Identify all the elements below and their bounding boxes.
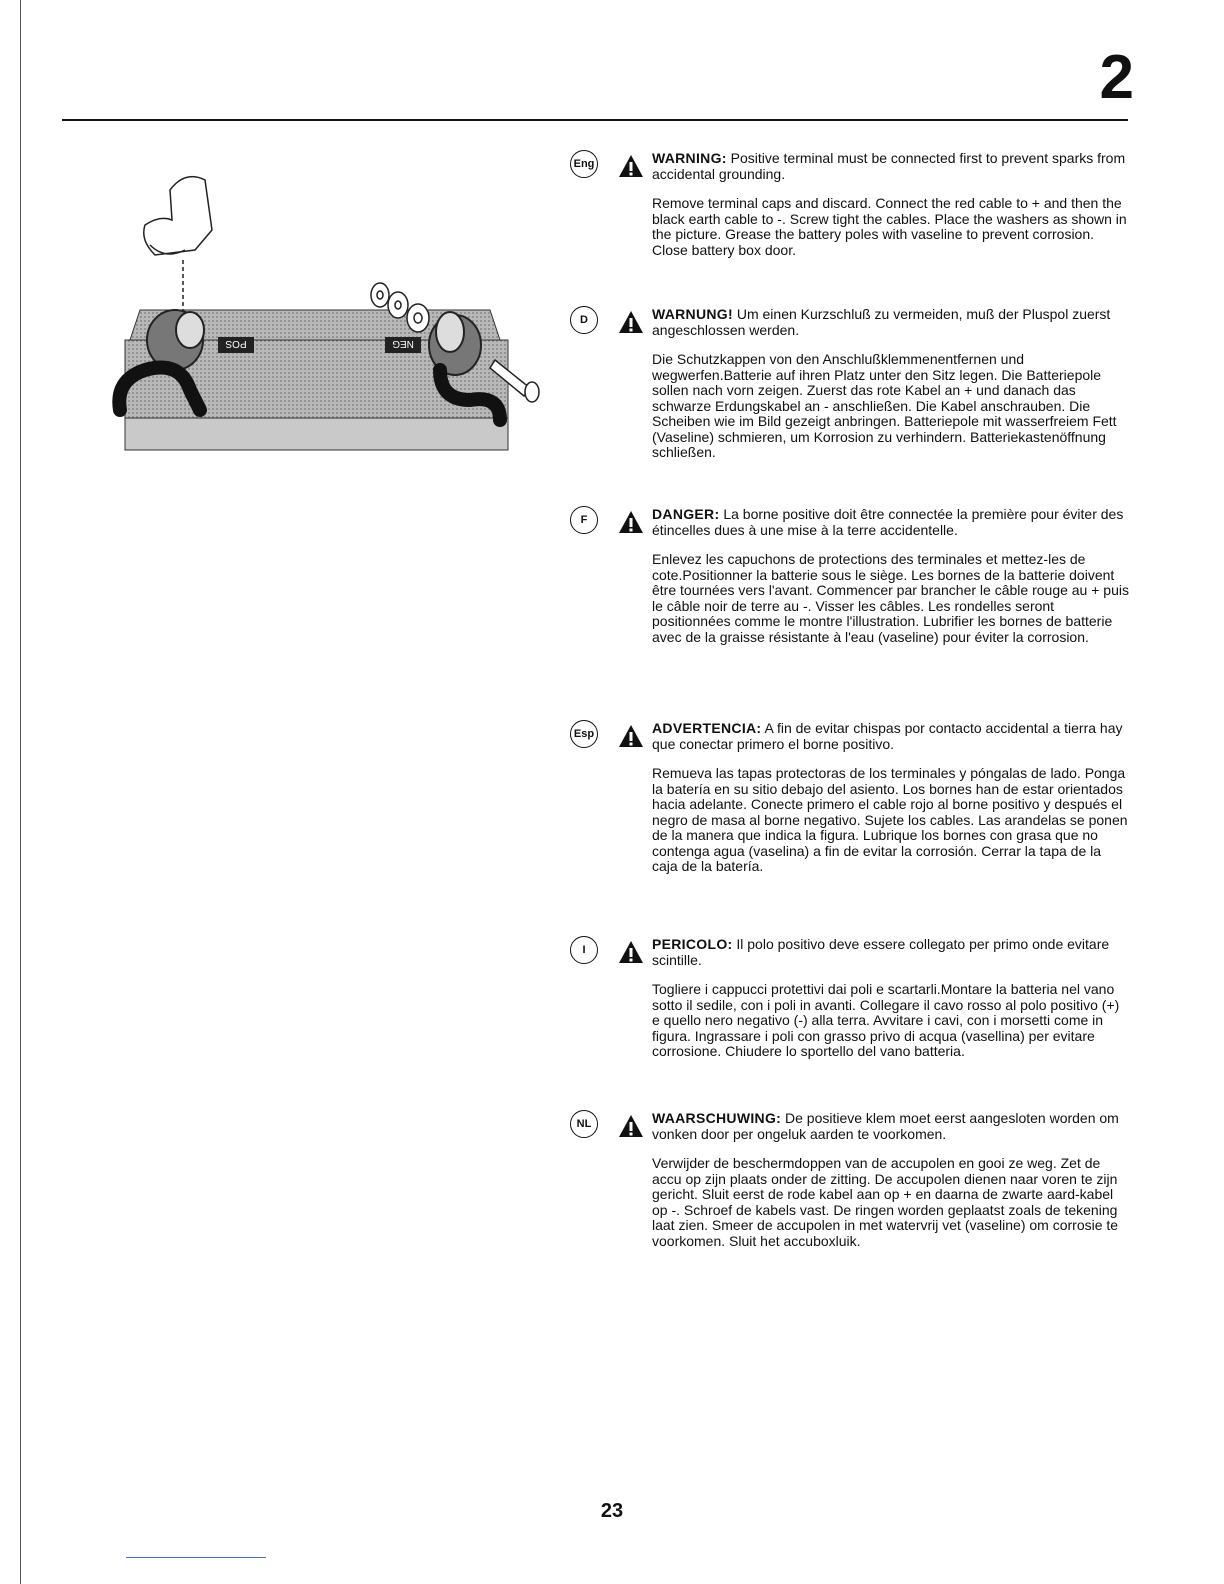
- warning-icon: [618, 310, 644, 334]
- warning-statement: [652, 720, 1130, 752]
- warning-label: PERICOLO:: [652, 936, 733, 952]
- warning-icon: [618, 724, 644, 748]
- warning-statement: [652, 150, 1130, 182]
- battery-illustration: [100, 160, 550, 460]
- page-number: 23: [600, 1500, 624, 1522]
- footer-line: [126, 1557, 266, 1558]
- instructions-text: Remove terminal caps and discard. Connect the red cable to + and then the black earth cable to -. Screw tight the cables. Place the washers as shown in the picture. Grease the battery poles with vaseline to prevent corrosion. Close battery box door.: [652, 195, 1127, 258]
- lang-badge-nl: NL: [570, 1110, 598, 1138]
- section-es: [570, 720, 1130, 875]
- section-it: [570, 936, 1130, 1060]
- header-rule: [62, 119, 1128, 121]
- instructions-text: Remueva las tapas protectoras de los terminales y póngalas de lado. Ponga la batería en su sitio debajo del asiento. Los bornes han de estar orientados hacia adelante. Conecte primero el cable rojo al borne positivo y después el negro de masa al borne negativo. Sujete los cables. Las arandelas se ponen de la manera que indica la figura. Lubrique los bornes con grasa que no contenga agua (vaselina) a fin de evitar la corrosión. Cerrar la tapa de la caja de la batería.: [652, 765, 1128, 874]
- lang-badge-de: D: [570, 306, 598, 334]
- warning-icon: [618, 154, 644, 178]
- lang-badge-it: I: [570, 936, 598, 964]
- warning-text: Il polo positivo deve essere collegato per primo onde evitare scintille.: [652, 936, 1110, 968]
- section-eng: [570, 150, 1130, 258]
- svg-text:POS: POS: [225, 338, 247, 349]
- warning-icon: [618, 1114, 644, 1138]
- warning-label: WARNUNG!: [652, 306, 733, 322]
- section-number: 2: [1099, 43, 1134, 112]
- neg-label-box: [385, 337, 421, 353]
- warning-statement: [652, 306, 1130, 338]
- warning-statement: [652, 936, 1130, 968]
- lang-badge-fr: F: [570, 506, 598, 534]
- instructions-text: Die Schutzkappen von den Anschlußklemmenentfernen und wegwerfen.Batterie auf ihren Platz unter den Sitz legen. Die Batteriepole sollen nach vorn zeigen. Zuerst das rote Kabel an + und danach das schwarze Erdungskabel an - anschließen. Die Kabel anschrauben. Die Scheiben wie im Bild gezeigt anbringen. Batteriepole mit wasserfreiem Fett (Vaseline) schmieren, um Korrosion zu verhindern. Batteriekastenöffnung schließen.: [652, 351, 1117, 460]
- instructions-text: Enlevez les capuchons de protections des terminales et mettez-les de cote.Positionner la batterie sous le siège. Les bornes de la batterie doivent être tournées vers l'avant. Commencer par brancher le câble rouge au + puis le câble noir de terre au -. Visser les câbles. Les rondelles seront positionnées comme le montre l'illustration. Lubrifier les bornes de batterie avec de la graisse résistante à l'eau (vaseline) pour éviter la corrosion.: [652, 551, 1129, 645]
- section-fr: [570, 506, 1130, 645]
- warning-statement: [652, 1110, 1130, 1142]
- warning-label: ADVERTENCIA:: [652, 720, 762, 736]
- warning-text: La borne positive doit être connectée la première pour éviter des étincelles dues à une mise à la terre accidentelle.: [652, 506, 1124, 538]
- lang-badge-es: Esp: [570, 720, 598, 748]
- warning-label: DANGER:: [652, 506, 720, 522]
- warning-text: Um einen Kurzschluß zu vermeiden, muß der Pluspol zuerst angeschlossen werden.: [652, 306, 1111, 338]
- section-nl: [570, 1110, 1130, 1249]
- page-edge-line: [20, 0, 21, 1584]
- warning-icon: [618, 940, 644, 964]
- warning-label: WARNING:: [652, 150, 727, 166]
- pos-label-box: [218, 337, 254, 353]
- warning-text: De positieve klem moet eerst aangesloten worden om vonken door per ongeluk aarden te voorkomen.: [652, 1110, 1119, 1142]
- instructions-text: Verwijder de beschermdoppen van de accupolen en gooi ze weg. Zet de accu op zijn plaats onder de zitting. De accupolen dienen naar voren te zijn gericht. Sluit eerst de rode kabel aan op + en daarna de zwarte aard-kabel op -. Schroef de kabels vast. De ringen worden geplaatst zoals de tekening laat zien. Smeer de accupolen in met watervrij vet (vaseline) om corrosie te voorkomen. Sluit het accuboxluik.: [652, 1155, 1119, 1249]
- svg-text:NEG: NEG: [392, 338, 414, 349]
- lang-badge-eng: Eng: [570, 150, 598, 178]
- section-de: [570, 306, 1130, 461]
- warning-text: Positive terminal must be connected first to prevent sparks from accidental grounding.: [652, 150, 1126, 182]
- instructions-text: Togliere i cappucci protettivi dai poli e scartarli.Montare la batteria nel vano sotto il sedile, con i poli in avanti. Collegare il cavo rosso al polo positivo (+) e quello nero negativo (-) alla terra. Avvitare i cavi, con i morsetti come in figura. Ingrassare i poli con grasso privo di acqua (vasellina) per evitare corrosione. Chiudere lo sportello del vano batteria.: [652, 981, 1120, 1059]
- warning-statement: [652, 506, 1130, 538]
- warning-icon: [618, 510, 644, 534]
- warning-label: WAARSCHUWING:: [652, 1110, 782, 1126]
- warning-text: A fin de evitar chispas por contacto accidental a tierra hay que conectar primero el borne positivo.: [652, 720, 1123, 752]
- terminal-cap: [144, 177, 212, 310]
